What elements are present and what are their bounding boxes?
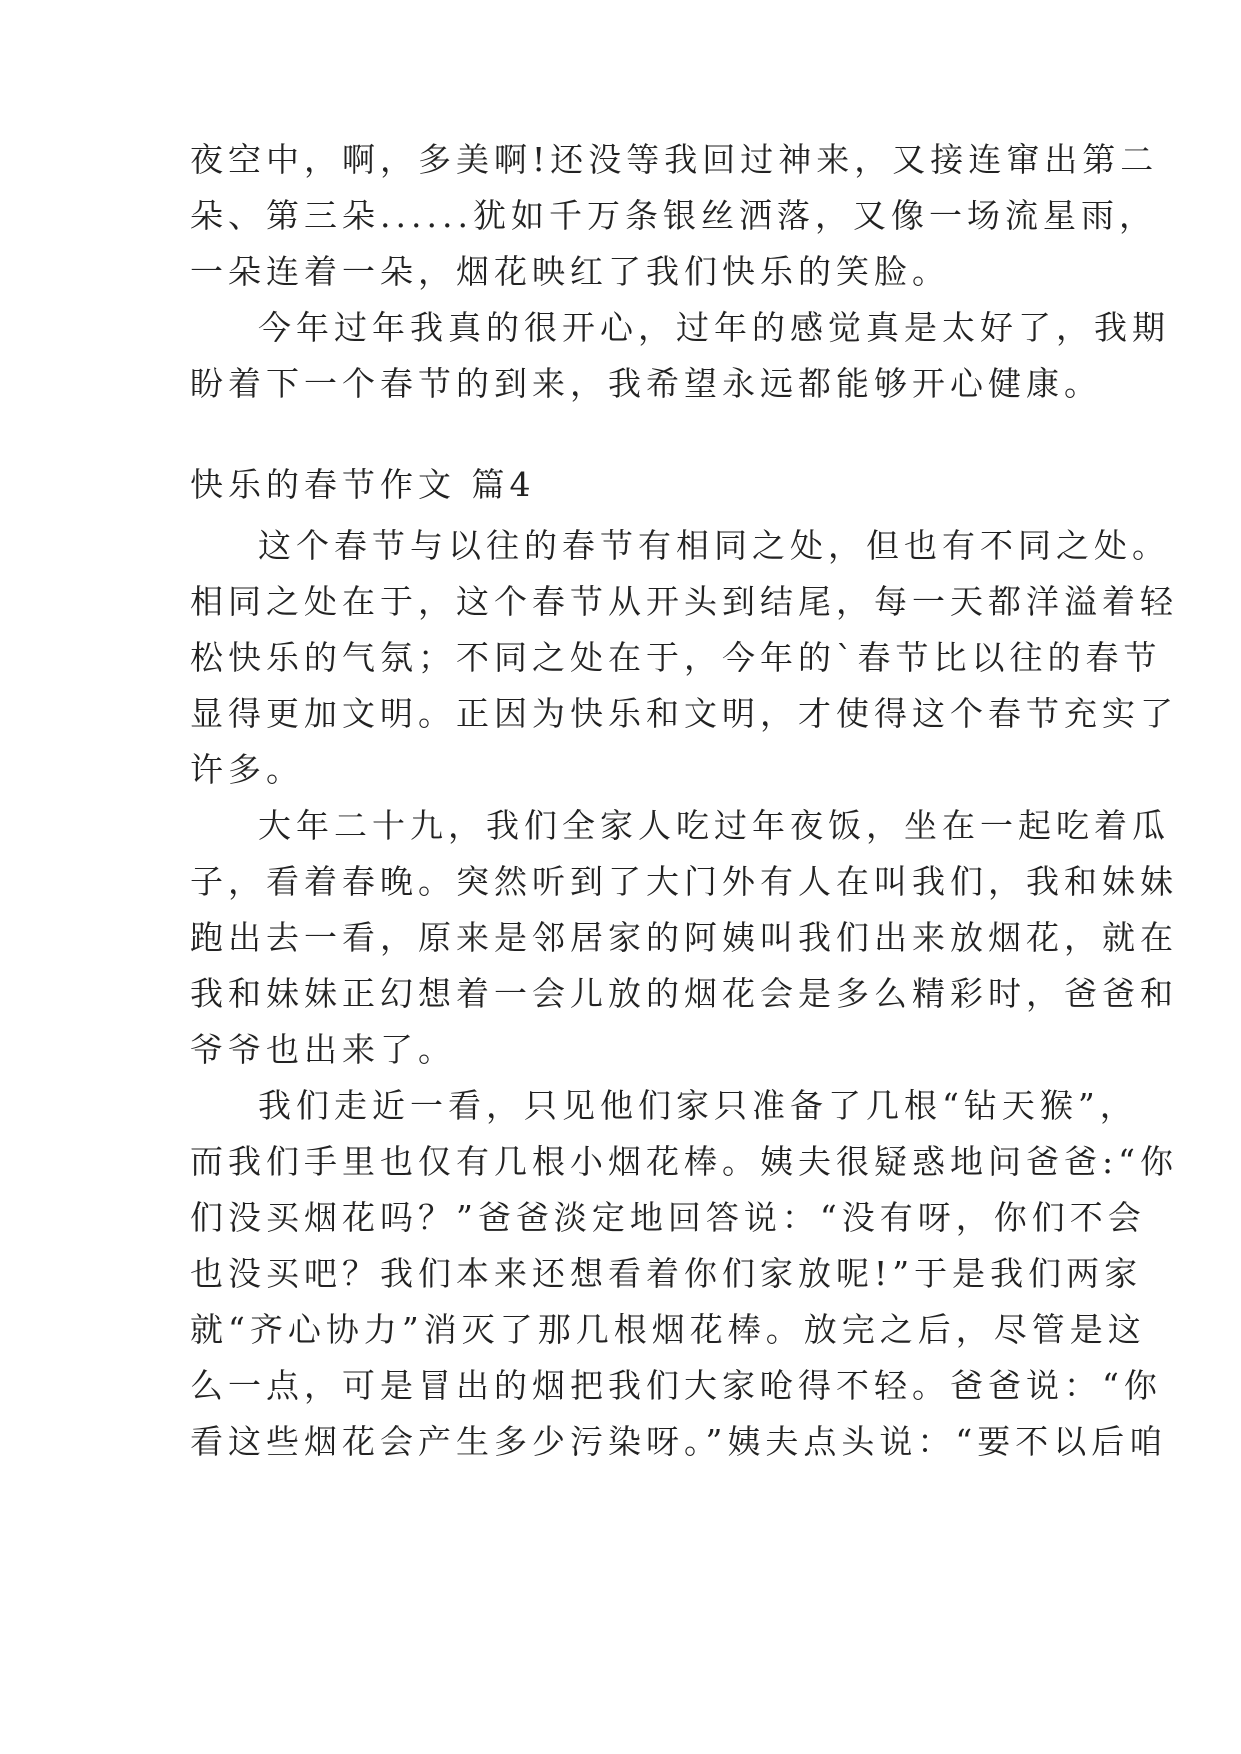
- paragraph-line: 松快乐的气氛；不同之处在于，今年的`春节比以往的春节: [190, 638, 1162, 677]
- paragraph-line: 今年过年我真的很开心，过年的感觉真是太好了，我期: [258, 308, 1170, 347]
- paragraph-line: 一朵连着一朵，烟花映红了我们快乐的笑脸。: [190, 252, 950, 291]
- paragraph-line: 跑出去一看，原来是邻居家的阿姨叫我们出来放烟花，就在: [190, 918, 1178, 957]
- paragraph-line: 显得更加文明。正因为快乐和文明，才使得这个春节充实了: [190, 694, 1178, 733]
- paragraph-line: 朵、第三朵......犹如千万条银丝洒落，又像一场流星雨，: [190, 196, 1157, 235]
- paragraph-line: 们没买烟花吗？”爸爸淡定地回答说：“没有呀，你们不会: [190, 1198, 1146, 1237]
- paragraph-line: 而我们手里也仅有几根小烟花棒。姨夫很疑惑地问爸爸:“你: [190, 1142, 1178, 1181]
- paragraph-line: 爷爷也出来了。: [190, 1030, 456, 1069]
- paragraph-line: 就“齐心协力”消灭了那几根烟花棒。放完之后，尽管是这: [190, 1310, 1146, 1349]
- paragraph-line: 夜空中，啊，多美啊!还没等我回过神来，又接连窜出第二: [190, 140, 1159, 179]
- paragraph-line: 子，看着春晚。突然听到了大门外有人在叫我们，我和妹妹: [190, 862, 1178, 901]
- paragraph-line: 也没买吧？我们本来还想看着你们家放呢!”于是我们两家: [190, 1254, 1143, 1293]
- paragraph-line: 我们走近一看，只见他们家只准备了几根“钻天猴”，: [258, 1086, 1138, 1125]
- paragraph-line: 大年二十九，我们全家人吃过年夜饭，坐在一起吃着瓜: [258, 806, 1170, 845]
- section-heading: 快乐的春节作文 篇4: [190, 465, 536, 504]
- paragraph-line: 我和妹妹正幻想着一会儿放的烟花会是多么精彩时，爸爸和: [190, 974, 1178, 1013]
- paragraph-line: 么一点，可是冒出的烟把我们大家呛得不轻。爸爸说：“你: [190, 1366, 1162, 1405]
- paragraph-line: 相同之处在于，这个春节从开头到结尾，每一天都洋溢着轻: [190, 582, 1178, 621]
- paragraph-line: 盼着下一个春节的到来，我希望永远都能够开心健康。: [190, 364, 1102, 403]
- paragraph-line: 看这些烟花会产生多少污染呀。”姨夫点头说：“要不以后咱: [190, 1422, 1168, 1461]
- paragraph-line: 许多。: [190, 750, 304, 789]
- paragraph-line: 这个春节与以往的春节有相同之处，但也有不同之处。: [258, 526, 1170, 565]
